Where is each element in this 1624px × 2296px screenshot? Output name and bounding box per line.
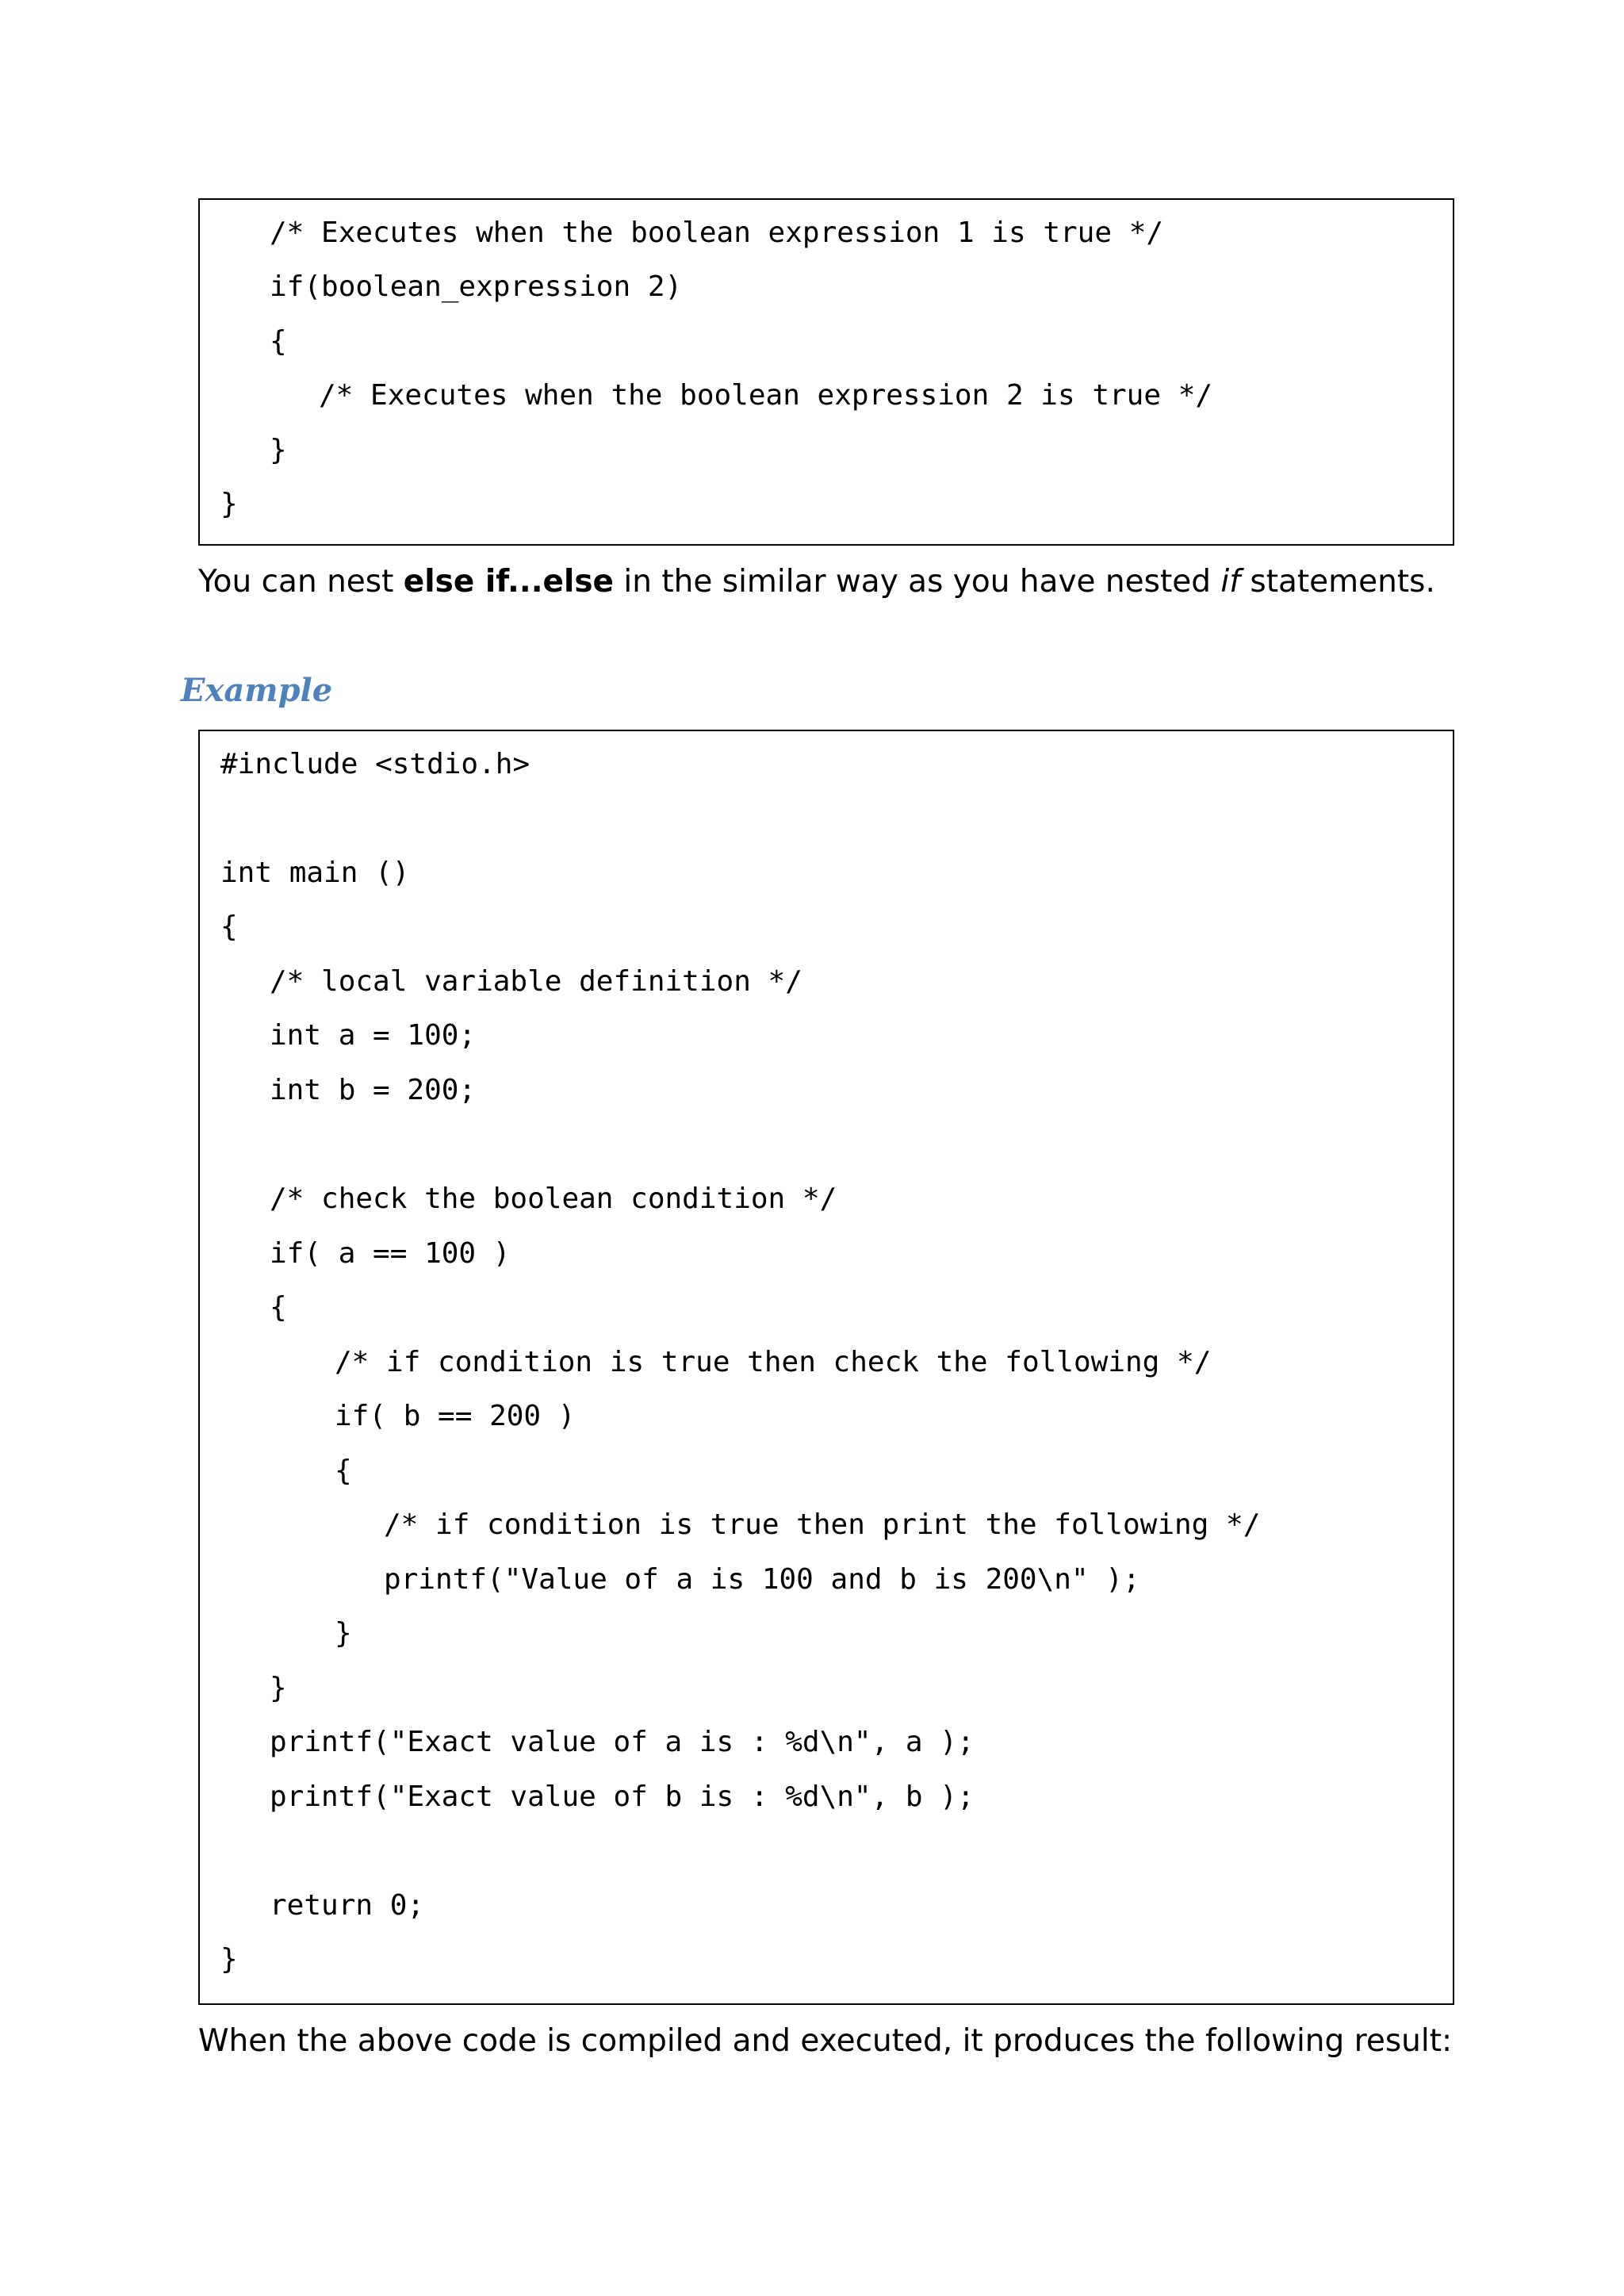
nesting-note-text: statements. — [1239, 564, 1435, 600]
code-line: int b = 200; — [270, 1074, 477, 1106]
code-line: } — [220, 488, 238, 520]
nesting-note-keyword-if: if — [1220, 564, 1240, 600]
code-line: /* Executes when the boolean expression 1 is true */ — [270, 217, 1164, 249]
nesting-note-keyword: else if...else — [403, 564, 614, 600]
code-line: return 0; — [270, 1889, 425, 1922]
nesting-note-text: in the similar way as you have nested — [614, 564, 1221, 600]
code-line: { — [270, 1291, 287, 1324]
code-line: /* local variable definition */ — [270, 965, 802, 998]
code-line: } — [220, 1943, 238, 1976]
code-line: int a = 100; — [270, 1019, 477, 1052]
nesting-note — [198, 562, 1435, 602]
code-line: #include <stdio.h> — [220, 748, 530, 780]
code-line: { — [335, 1455, 352, 1487]
code-line: } — [270, 434, 287, 466]
example-heading: Example — [181, 672, 333, 709]
code-line: { — [220, 910, 238, 943]
code-line: if( a == 100 ) — [270, 1237, 511, 1270]
code-line: } — [270, 1672, 287, 1704]
code-line: { — [270, 325, 287, 358]
code-line: /* check the boolean condition */ — [270, 1182, 837, 1215]
example-code-block — [198, 730, 1454, 2005]
code-line: /* if condition is true then print the following */ — [384, 1508, 1261, 1541]
code-line: } — [335, 1617, 352, 1650]
code-line: /* Executes when the boolean expression 2 is true */ — [319, 379, 1213, 412]
nesting-note-text: You can nest — [198, 564, 404, 600]
code-line: /* if condition is true then check the following */ — [335, 1346, 1212, 1378]
code-line: printf("Exact value of a is : %d\n", a ); — [270, 1726, 975, 1758]
result-intro: When the above code is compiled and executed, it produces the following result: — [198, 2023, 1453, 2059]
code-line: printf("Exact value of b is : %d\n", b ); — [270, 1780, 975, 1813]
code-line: if(boolean_expression 2) — [270, 270, 683, 303]
code-line: int main () — [220, 857, 410, 889]
code-line: if( b == 200 ) — [335, 1400, 576, 1432]
code-line: printf("Value of a is 100 and b is 200\n" ); — [384, 1563, 1140, 1596]
code-block-continued — [198, 198, 1454, 546]
